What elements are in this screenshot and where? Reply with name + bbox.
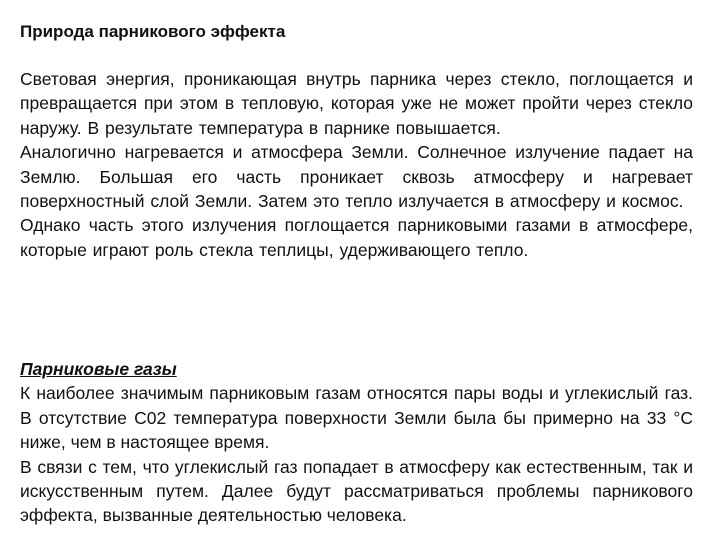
section-greenhouse-gases [20,357,693,528]
paragraph-atmosphere: Аналогично нагревается и атмосфера Земли. Солнечное излучение падает на Землю. Большая его часть проникает сквозь атмосферу и нагревает поверхностный слой Земли. Затем это тепло излучается в атмосферу и космос. [20,142,693,212]
page-title: Природа парникового эффекта [20,22,286,41]
paragraph-absorption: Однако часть этого излучения поглощается парниковыми газами в атмосфере, которые играют роль стекла теплицы, удерживающего тепло. [20,215,693,260]
paragraph-gases: К наиболее значимым парниковым газам относятся пары воды и углекислый газ. В отсутствие С02 температура поверхности Земли была бы примерно на 33 °С ниже, чем в настоящее время. [20,383,693,453]
section-nature [20,67,693,262]
document-page [20,0,693,540]
section-heading: Парниковые газы [20,359,177,379]
paragraph-human-activity: В связи с тем, что углекислый газ попадает в атмосферу как естественным, так и искусственным путем. Далее будут рассматриваться проблемы парникового эффекта, вызванные деятельностью человека. [20,456,693,526]
paragraph-greenhouse: Световая энергия, проникающая внутрь парника через стекло, поглощается и превращается при этом в тепловую, которая уже не может пройти через стекло наружу. В результате температура в парнике повышается. [20,69,693,138]
